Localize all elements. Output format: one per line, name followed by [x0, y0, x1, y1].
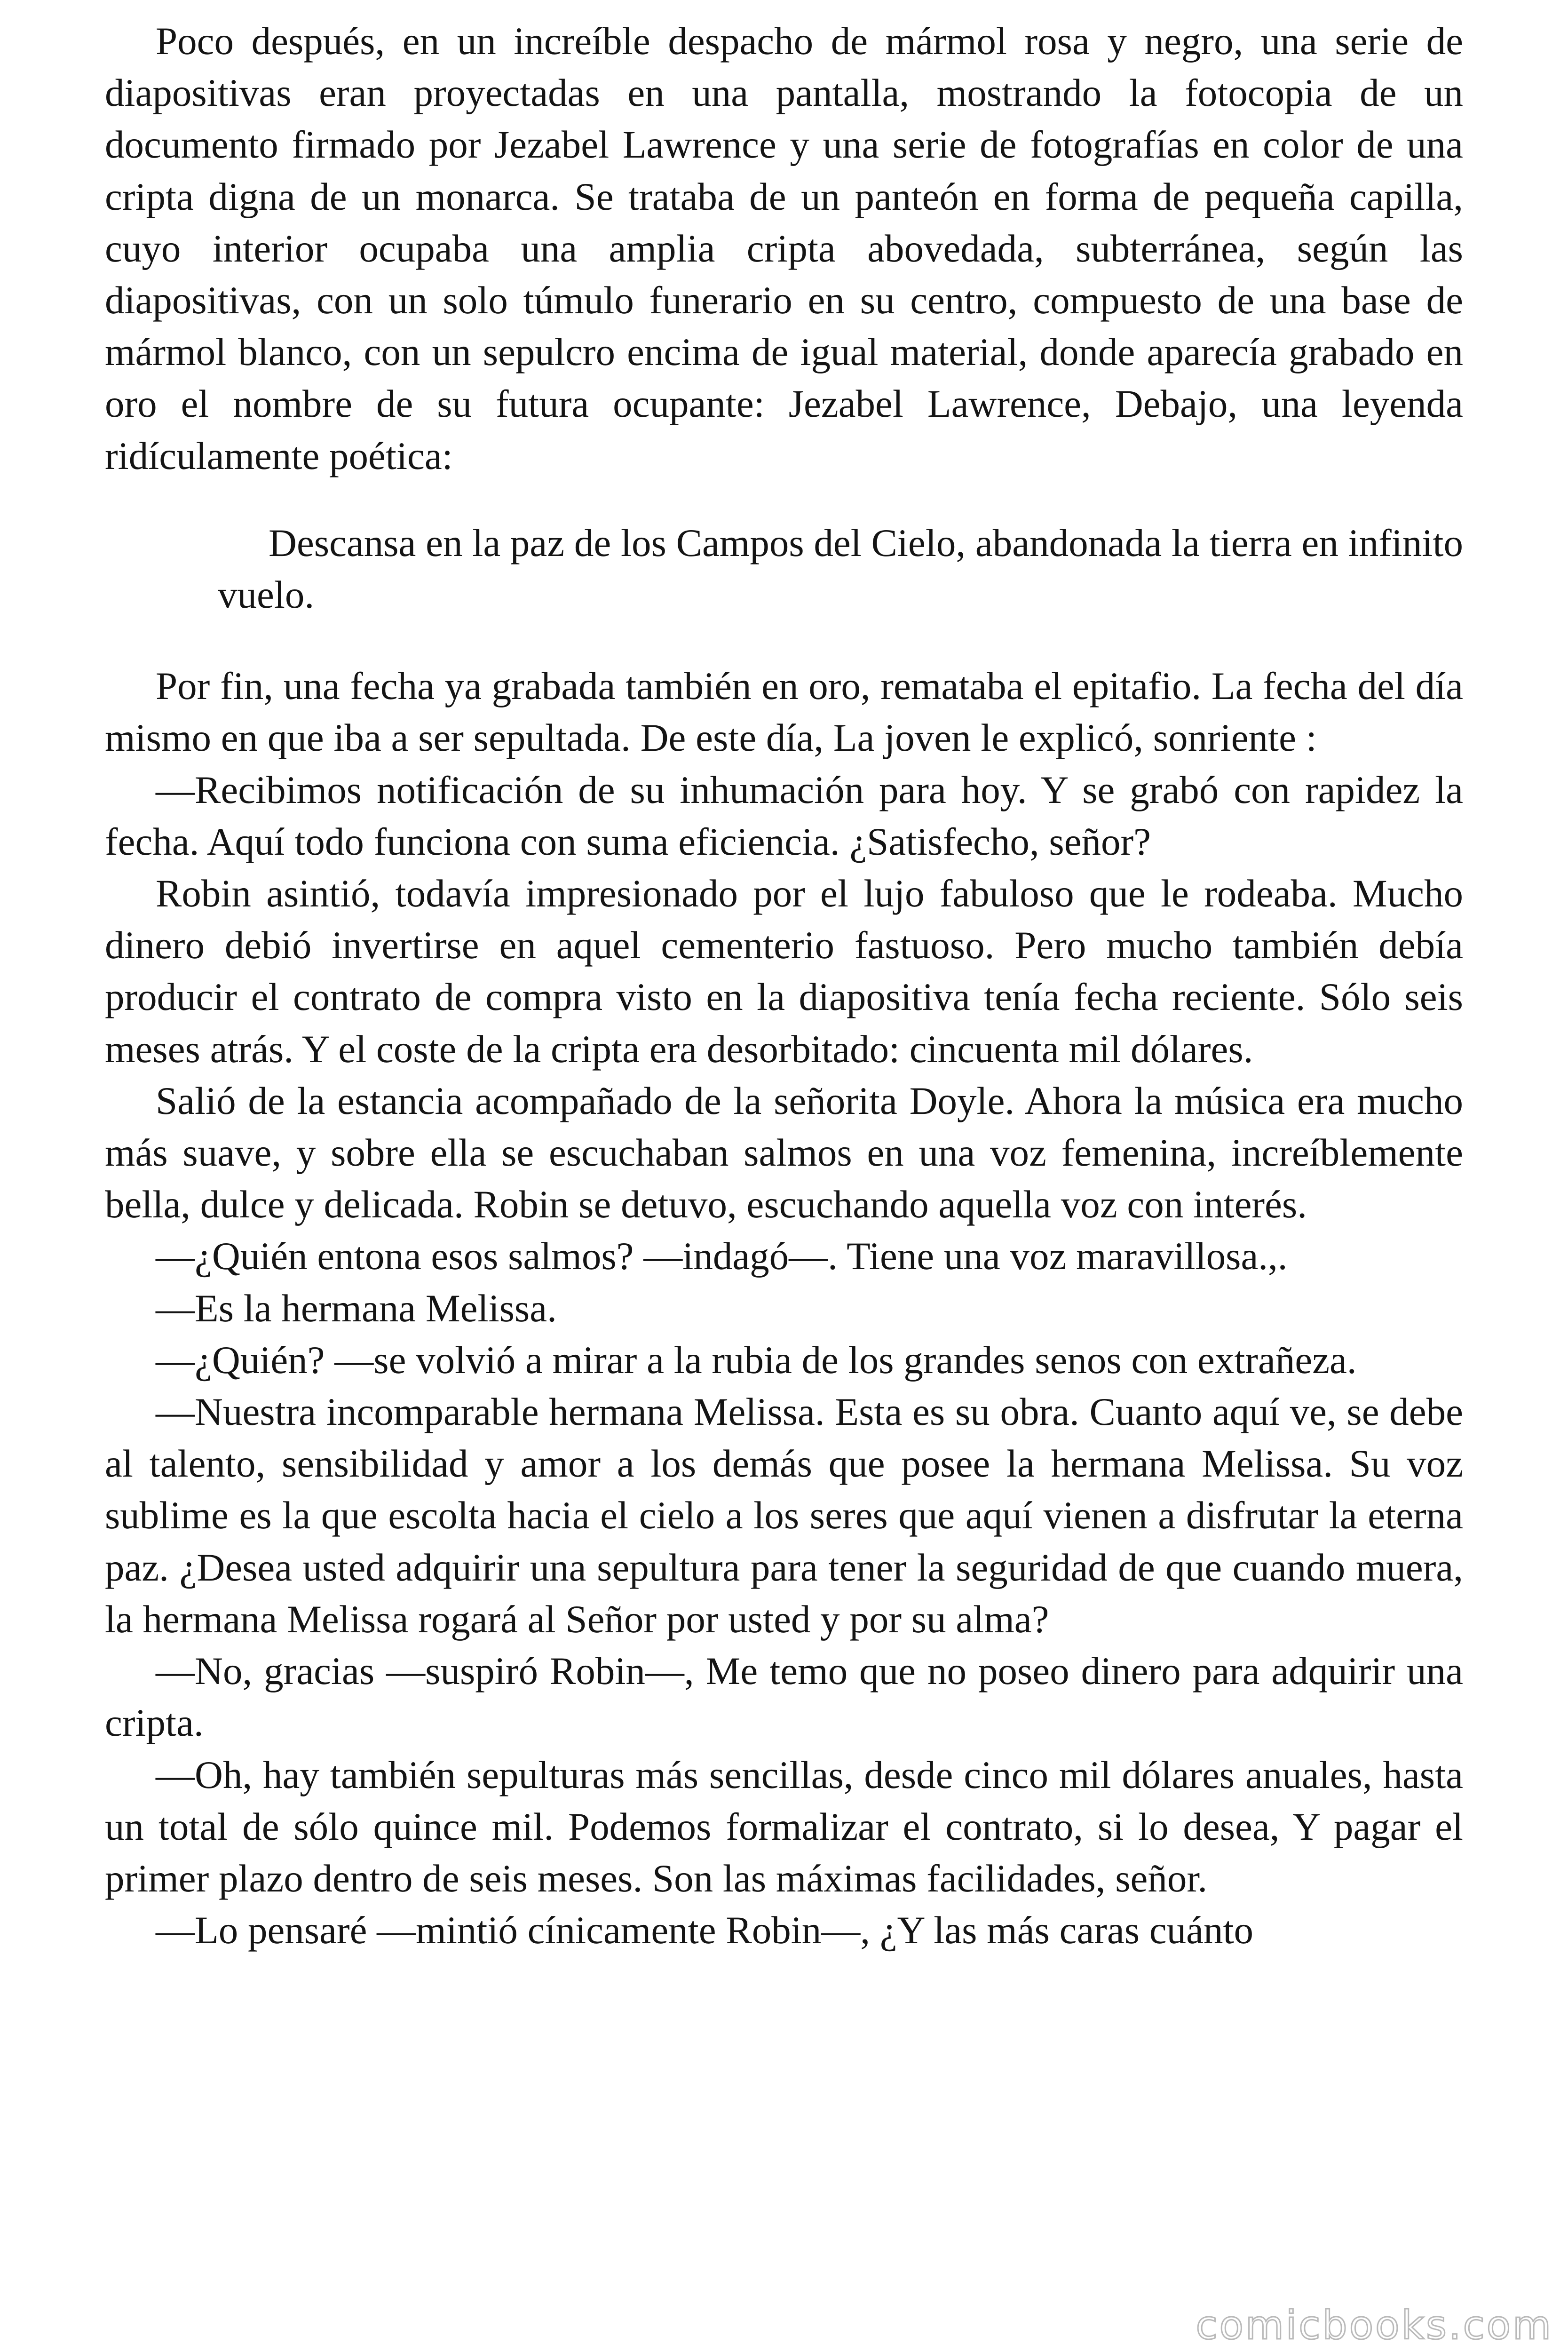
epitaph-quote [105, 517, 1463, 620]
page-text [105, 15, 1463, 1956]
epitaph-text: Descansa en la paz de los Campos del Cielo, abandonada la tierra en infinito vuelo. [218, 521, 1463, 617]
paragraph-2: Por fin, una fecha ya grabada también en oro, remataba el epitafio. La fecha del día mismo en que iba a ser sepultada. De este día, La joven le explicó, sonriente : [105, 664, 1463, 760]
paragraph-11: —Oh, hay también sepulturas más sencillas, desde cinco mil dólares anuales, hasta un total de sólo quince mil. Podemos formalizar el contrato, si lo desea, Y pagar el primer plazo dentro de seis meses. Son las máximas facilidades, señor. [105, 1753, 1463, 1900]
paragraph-10: —No, gracias —suspiró Robin—, Me temo que no poseo dinero para adquirir una cripta. [105, 1649, 1463, 1745]
paragraph-3: —Recibimos notificación de su inhumación para hoy. Y se grabó con rapidez la fecha. Aquí todo funciona con suma eficiencia. ¿Satisfecho, señor? [105, 768, 1463, 863]
paragraph-8: —¿Quién? —se volvió a mirar a la rubia de los grandes senos con extrañeza. [156, 1338, 1357, 1382]
watermark: comicbooks.com [1196, 2302, 1553, 2348]
paragraph-12: —Lo pensaré —mintió cínicamente Robin—, ¿Y las más caras cuánto [156, 1908, 1254, 1952]
paragraph-7: —Es la hermana Melissa. [156, 1286, 557, 1330]
paragraph-4: Robin asintió, todavía impresionado por el lujo fabuloso que le rodeaba. Mucho dinero debió invertirse en aquel cementerio fastuoso. Pero mucho también debía producir el contrato de compra visto en la diapositiva tenía fecha reciente. Sólo seis meses atrás. Y el coste de la cripta era desorbitado: cincuenta mil dólares. [105, 872, 1463, 1071]
paragraph-1: Poco después, en un increíble despacho de mármol rosa y negro, una serie de diapositivas eran proyectadas en una pantalla, mostrando la fotocopia de un documento firmado por Jezabel Lawrence y una serie de fotografías en color de una cripta digna de un monarca. Se trataba de un panteón en forma de pequeña capilla, cuyo interior ocupaba una amplia cripta abovedada, subterránea, según las diapositivas, con un solo túmulo funerario en su centro, compuesto de una base de mármol blanco, con un sepulcro encima de igual material, donde aparecía grabado en oro el nombre de su futura ocupante: Jezabel Lawrence, Debajo, una leyenda ridículamente poética: [105, 19, 1463, 477]
paragraph-6: —¿Quién entona esos salmos? —indagó—. Tiene una voz maravillosa.,. [156, 1234, 1288, 1278]
paragraph-9: —Nuestra incomparable hermana Melissa. Esta es su obra. Cuanto aquí ve, se debe al talento, sensibilidad y amor a los demás que posee la hermana Melissa. Su voz sublime es la que escolta hacia el cielo a los seres que aquí vienen a disfrutar la eterna paz. ¿Desea usted adquirir una sepultura para tener la seguridad de que cuando muera, la hermana Melissa rogará al Señor por usted y por su alma? [105, 1390, 1463, 1641]
paragraph-5: Salió de la estancia acompañado de la señorita Doyle. Ahora la música era mucho más suave, y sobre ella se escuchaban salmos en una voz femenina, increíblemente bella, dulce y delicada. Robin se detuvo, escuchando aquella voz con interés. [105, 1079, 1463, 1226]
